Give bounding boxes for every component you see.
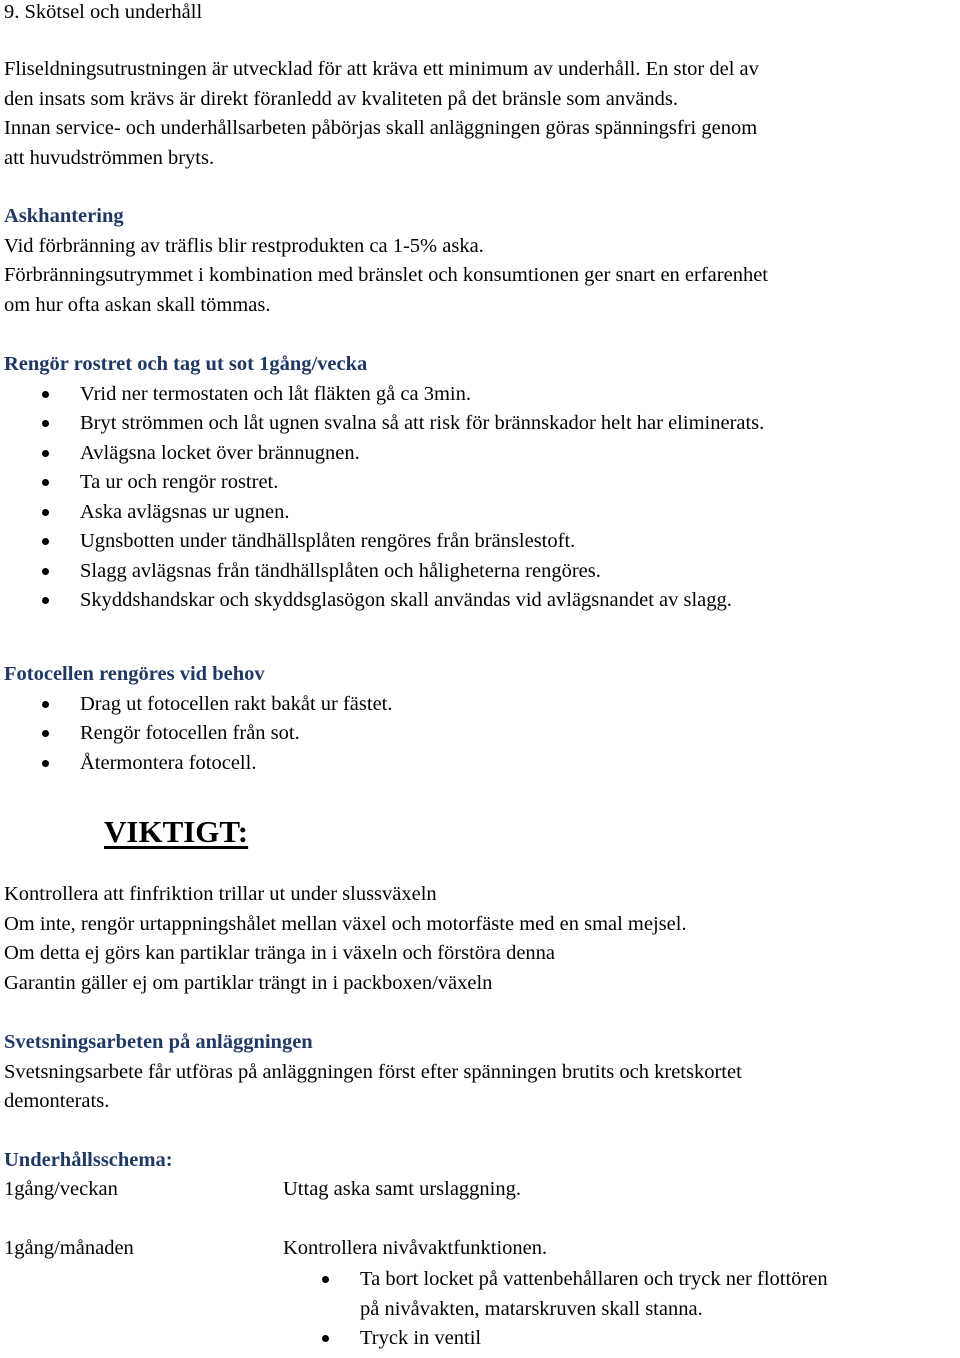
list-item: Bryt strömmen och låt ugnen svalna så att risk för brännskador helt har eliminerats. [4,409,954,439]
bullet-icon [42,509,49,516]
important-line: Om inte, rengör urtappningshålet mellan växel och motorfäste med en smal mejsel. [4,912,687,935]
welding-line: Svetsningsarbete får utföras på anläggningen först efter spänningen brutits och kretskortet [4,1060,742,1083]
schedule-weekly-label: 1gång/veckan [4,1178,118,1200]
bullet-icon [322,1335,329,1342]
important-line: Om detta ej görs kan partiklar tränga in i växeln och förstöra denna [4,942,556,964]
list-item: Återmontera fotocell. [4,749,954,779]
list-item: Slagg avlägsnas från tändhällsplåten och håligheterna rengöres. [4,557,954,587]
list-item: Drag ut fotocellen rakt bakåt ur fästet. [4,690,954,720]
intro-line: att huvudströmmen bryts. [4,146,215,169]
schedule-monthly-task: Kontrollera nivåvaktfunktionen. [283,1237,548,1259]
bullet-icon [322,1276,329,1283]
bullet-icon [42,538,49,545]
schedule-section [4,1146,954,1176]
schedule-monthly-label: 1gång/månaden [4,1237,134,1259]
grate-list [4,380,954,616]
grate-section [4,350,954,616]
intro-paragraph [4,55,954,173]
bullet-icon [42,420,49,427]
bullet-icon [42,479,49,486]
bullet-icon [42,730,49,737]
list-item: Aska avlägsnas ur ugnen. [4,498,954,528]
list-item: Ugnsbotten under tändhällsplåten rengöres från bränslestoft. [4,527,954,557]
list-item-continuation: på nivåvakten, matarskruven skall stanna. [360,1297,703,1320]
photocell-heading: Fotocellen rengöres vid behov [4,663,265,685]
bullet-icon [42,760,49,767]
intro-line: Fliseldningsutrustningen är utvecklad för att kräva ett minimum av underhåll. En stor del av [4,58,759,80]
schedule-monthly-list [300,1265,828,1354]
ash-line: om hur ofta askan skall tömmas. [4,293,271,316]
section-title: 9. Skötsel och underhåll [4,1,203,23]
welding-heading: Svetsningsarbeten på anläggningen [4,1031,313,1053]
list-item: Skyddshandskar och skyddsglasögon skall användas vid avlägsnandet av slagg. [4,586,954,616]
bullet-icon [42,597,49,604]
bullet-icon [42,450,49,457]
welding-line: demonterats. [4,1090,110,1112]
important-section [4,880,954,998]
bullet-icon [42,391,49,398]
schedule-heading: Underhållsschema: [4,1149,173,1171]
section-heading [4,0,954,28]
list-item: Tryck in ventil [300,1324,828,1354]
photocell-section [4,660,954,778]
intro-line: Innan service- och underhållsarbeten påbörjas skall anläggningen göras spänningsfri genom [4,117,758,139]
ash-line: Förbränningsutrymmet i kombination med bränslet och konsumtionen ger snart en erfarenhet [4,264,769,286]
bullet-icon [42,701,49,708]
schedule-weekly-task: Uttag aska samt urslaggning. [283,1178,521,1200]
grate-heading: Rengör rostret och tag ut sot 1gång/vecka [4,353,368,375]
list-item: Vrid ner termostaten och låt fläkten gå ca 3min. [4,380,954,410]
important-line: Kontrollera att finfriktion trillar ut under slussväxeln [4,883,437,905]
ash-section [4,202,954,320]
list-item: Ta bort locket på vattenbehållaren och tryck ner flottören på nivåvakten, matarskruven skall stanna. [300,1265,828,1324]
welding-section [4,1028,954,1117]
ash-line: Vid förbränning av träflis blir restprodukten ca 1-5% aska. [4,234,484,257]
photocell-list [4,690,954,779]
ash-heading: Askhantering [4,205,124,227]
intro-line: den insats som krävs är direkt föranledd av kvaliteten på det bränsle som används. [4,87,679,110]
important-line: Garantin gäller ej om partiklar trängt in i packboxen/växeln [4,971,493,994]
bullet-icon [42,568,49,575]
important-heading: VIKTIGT: [104,814,249,849]
list-item: Avlägsna locket över brännugnen. [4,439,954,469]
list-item: Rengör fotocellen från sot. [4,719,954,749]
list-item: Ta ur och rengör rostret. [4,468,954,498]
